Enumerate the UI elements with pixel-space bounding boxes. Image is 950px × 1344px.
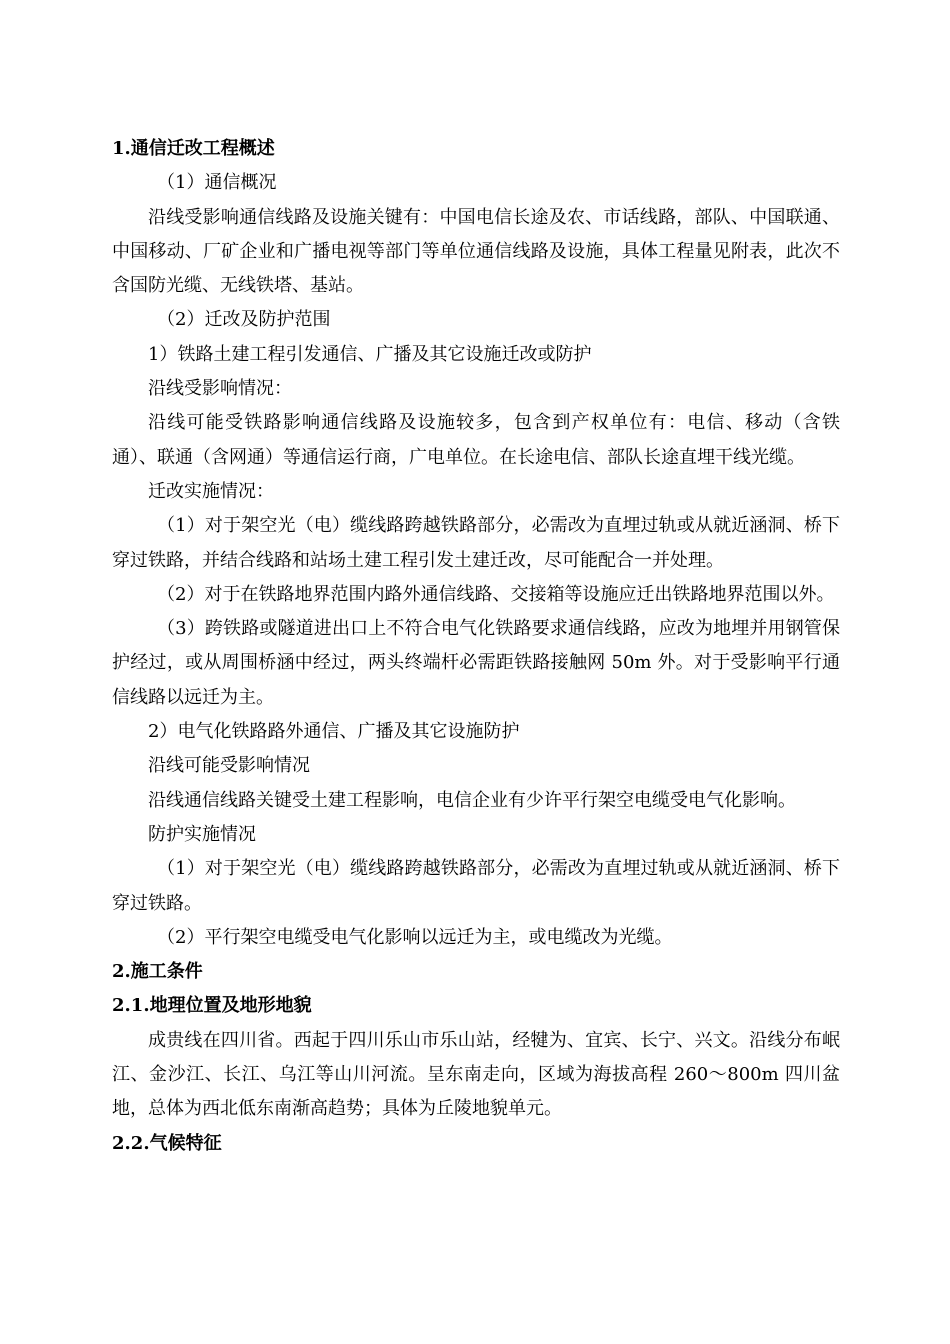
subheading-communication-overview: （1）通信概况: [157, 172, 277, 194]
paragraph-protection-crossing: （1）对于架空光（电）缆线路跨越铁路部分，必需改为直埋过轨或从就近涵洞、桥下穿过铁路。: [112, 858, 840, 914]
section-2-heading: 2.施工条件: [112, 961, 203, 983]
paragraph-boundary-facilities: （2）对于在铁路地界范围内路外通信线路、交接箱等设施应迁出铁路地界范围以外。: [157, 583, 835, 605]
item-electrification-protection: 2）电气化铁路路外通信、广播及其它设施防护: [148, 721, 520, 743]
section-2-1-heading: 2.1.地理位置及地形地貌: [112, 995, 312, 1017]
paragraph-affected-lines: 沿线受影响通信线路及设施关键有：中国电信长途及农、市话线路，部队、中国联通、中国移动、厂矿企业和广播电视等部门等单位通信线路及设施，具体工程量见附表，此次不含国防光缆、无线铁塔、基站。: [112, 206, 840, 297]
paragraph-overhead-crossing: （1）对于架空光（电）缆线路跨越铁路部分，必需改为直埋过轨或从就近涵洞、桥下穿过铁路，并结合线路和站场土建工程引发土建迁改，尽可能配合一并处理。: [112, 515, 840, 571]
section-1-heading: 1.通信迁改工程概述: [112, 138, 275, 159]
paragraph-parallel-cable: （2）平行架空电缆受电气化影响以远迁为主，或电缆改为光缆。: [157, 926, 673, 948]
label-affected-situation: 沿线受影响情况：: [148, 378, 292, 400]
label-protection-implementation: 防护实施情况: [148, 823, 256, 845]
section-2-2-heading: 2.2.气候特征: [112, 1132, 222, 1154]
paragraph-line-impact: 沿线通信线路关键受土建工程影响，电信企业有少许平行架空电缆受电气化影响。: [148, 789, 796, 811]
label-relocation-implementation: 迁改实施情况：: [148, 480, 274, 502]
item-civil-works: 1）铁路土建工程引发通信、广播及其它设施迁改或防护: [148, 343, 592, 365]
paragraph-property-owners: 沿线可能受铁路影响通信线路及设施较多，包含到产权单位有：电信、移动（含铁通）、联通（含网通）等通信运行商，广电单位。在长途电信、部队长途直埋干线光缆。: [112, 412, 840, 468]
label-possible-impact: 沿线可能受影响情况: [148, 755, 310, 777]
paragraph-geography: 成贵线在四川省。西起于四川乐山市乐山站，经犍为、宜宾、长宁、兴文。沿线分布岷江、金沙江、长江、乌江等山川河流。呈东南走向，区域为海拔高程 260～800m 四川盆地，总体为西北低东南渐高趋势；具体为丘陵地貌单元。: [112, 1029, 840, 1120]
document-body: [112, 132, 840, 1161]
paragraph-tunnel-crossing: （3）跨铁路或隧道进出口上不符合电气化铁路要求通信线路，应改为地埋并用钢管保护经过，或从周围桥涵中经过，两头终端杆必需距铁路接触网 50m 外。对于受影响平行通信线路以远迁为主。: [112, 618, 840, 708]
subheading-relocation-scope: （2）迁改及防护范围: [157, 309, 331, 331]
